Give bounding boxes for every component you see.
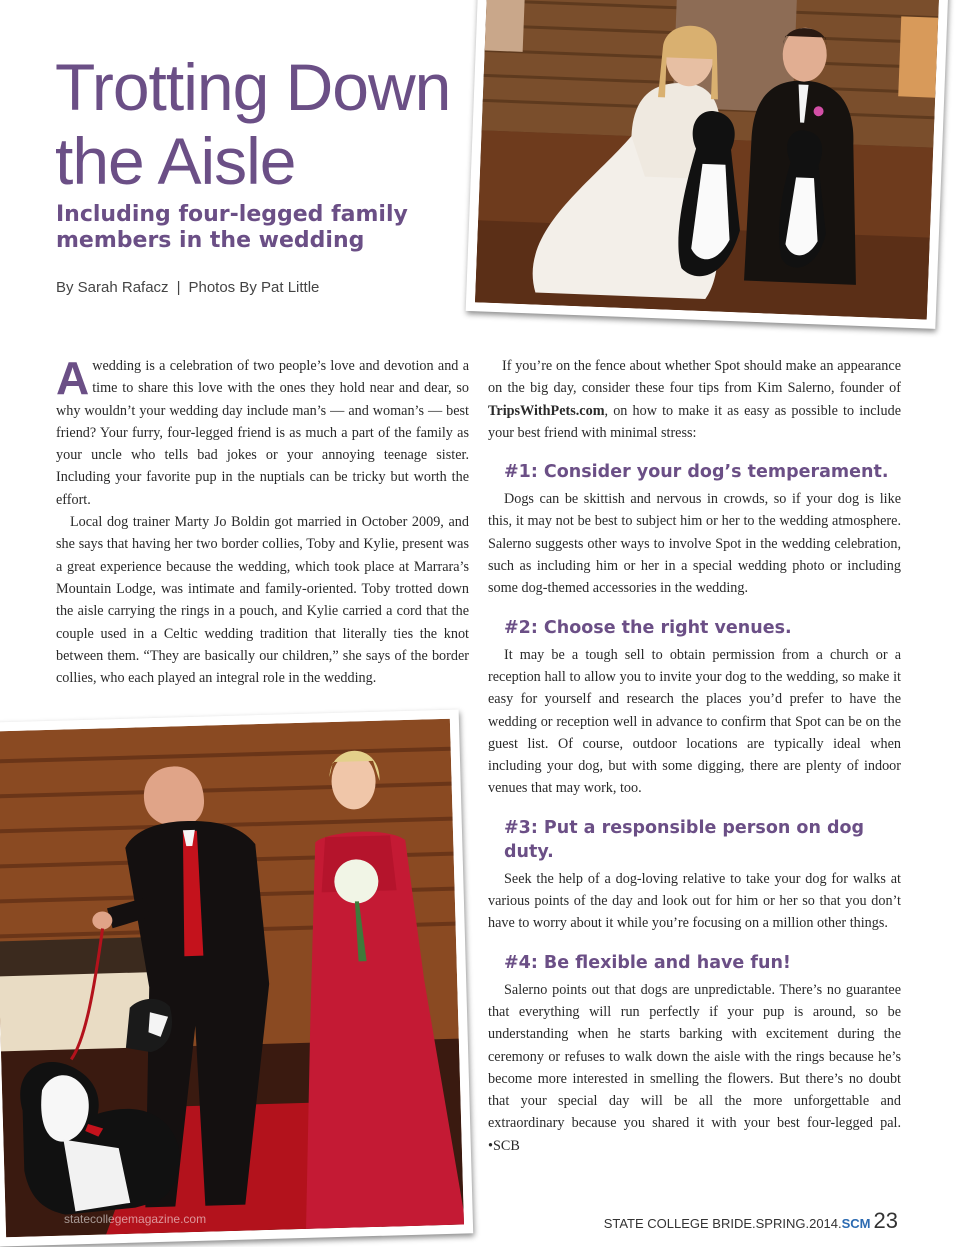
couple-with-dogs-photo <box>466 0 949 329</box>
article-title: Trotting Down the Aisle <box>55 50 451 198</box>
tip-2-text: It may be a tough sell to obtain permission from a church or a reception hall to allow you to invite your dog to the wedding, so make it easy for yourself and research the places you’d prefer to have the wedding or reception well in advance to confirm that Spot can be on the guest list. Of course, outdoor locations are typically ideal when including your dog, but with some digging, there are plenty of indoor venues that may work, too. <box>488 646 901 797</box>
tip-3-text: Seek the help of a dog-loving relative to take your dog for walks at various points of the day and look out for him or her so that you don’t have to worry about it while you’re focusing on a million other things. <box>488 870 901 932</box>
byline <box>56 279 319 296</box>
tip-1-heading: #1: Consider your dog’s temperament. <box>504 462 889 483</box>
tips-intro-paragraph <box>488 355 901 444</box>
page-footer <box>604 1208 898 1234</box>
tip-2-heading: #2: Choose the right venues. <box>504 617 792 638</box>
tip-4-heading: #4: Be flexible and have fun! <box>504 952 791 973</box>
left-column <box>56 352 469 689</box>
drop-cap: A <box>56 352 90 404</box>
publication-name: STATE COLLEGE BRIDE.SPRING.2014. <box>603 1216 842 1231</box>
author-credit: By Sarah Rafacz <box>56 279 169 296</box>
page-number: 23 <box>873 1208 898 1233</box>
right-column <box>488 355 901 1157</box>
tip-4-text: Salerno points out that dogs are unpredictable. There’s no guarantee that everything will run perfectly if your pup is around, so be understanding when he starts barking with excitement during the ceremony or refuses to walk down the aisle with the rings because he’s become more interested in smelling the flowers. But there’s no doubt that your special day will be all the more unforgettable and extraordinary because you shared it with your best four-legged pal. •SCB <box>488 981 901 1154</box>
boldin-paragraph: Local dog trainer Marty Jo Boldin got married in October 2009, and she says that having her two border collies, Toby and Kylie, present was a great experience because the wedding, which took place at Marrara’s Mountain Lodge, was intimate and family-oriented. Toby trotted down the aisle carrying the rings in a pouch, and Kylie carried a cord that the couple used in a Celtic wedding tradition that literally ties the knot between them. “They are basically our children,” she says of the border collies, who each played an integral role in the wedding. <box>56 514 469 687</box>
tips-intro-before: If you’re on the fence about whether Spot should make an appearance on the big day, consider these four tips from Kim Salerno, founder of <box>488 358 901 397</box>
tip-1-text: Dogs can be skittish and nervous in crowds, so if your dog is like this, it may not be best to subject him or her to the wedding atmosphere. Salerno suggests other ways to involve Spot in the wedding celebration, such as including him or her in a special wedding photo or including some dog-themed accessories in the wedding. <box>488 491 901 597</box>
photo-credit: Photos By Pat Little <box>188 279 320 296</box>
couple-with-dogs-image <box>475 0 939 320</box>
brand-name: SCM <box>841 1216 871 1231</box>
byline-separator: | <box>176 279 181 296</box>
intro-paragraph <box>56 352 469 511</box>
tip-3-heading: #3: Put a responsible person on dog duty. <box>504 817 865 862</box>
intro-paragraph-text: wedding is a celebration of two people’s love and devotion and a time to share this love with the ones they hold near and dear, so why wouldn’t your wedding day include man’s — and woman’s — best friend? Your furry, four-legged friend is as much a part of the family as your uncle who tells bad jokes or your annoying teenage sister. Including your favorite pup in the nuptials can be tricky but worth the effort. <box>56 358 469 508</box>
aisle-walk-photo <box>0 709 473 1246</box>
photo-watermark: statecollegemagazine.com <box>64 1212 207 1226</box>
tips-intro-after: , on how to make it as easy as possible to include your best friend with minimal stress: <box>488 402 901 441</box>
aisle-walk-image <box>0 719 464 1238</box>
article-subtitle: Including four-legged family members in the wedding <box>56 202 408 253</box>
trips-with-pets-link: TripsWithPets.com <box>488 402 605 419</box>
